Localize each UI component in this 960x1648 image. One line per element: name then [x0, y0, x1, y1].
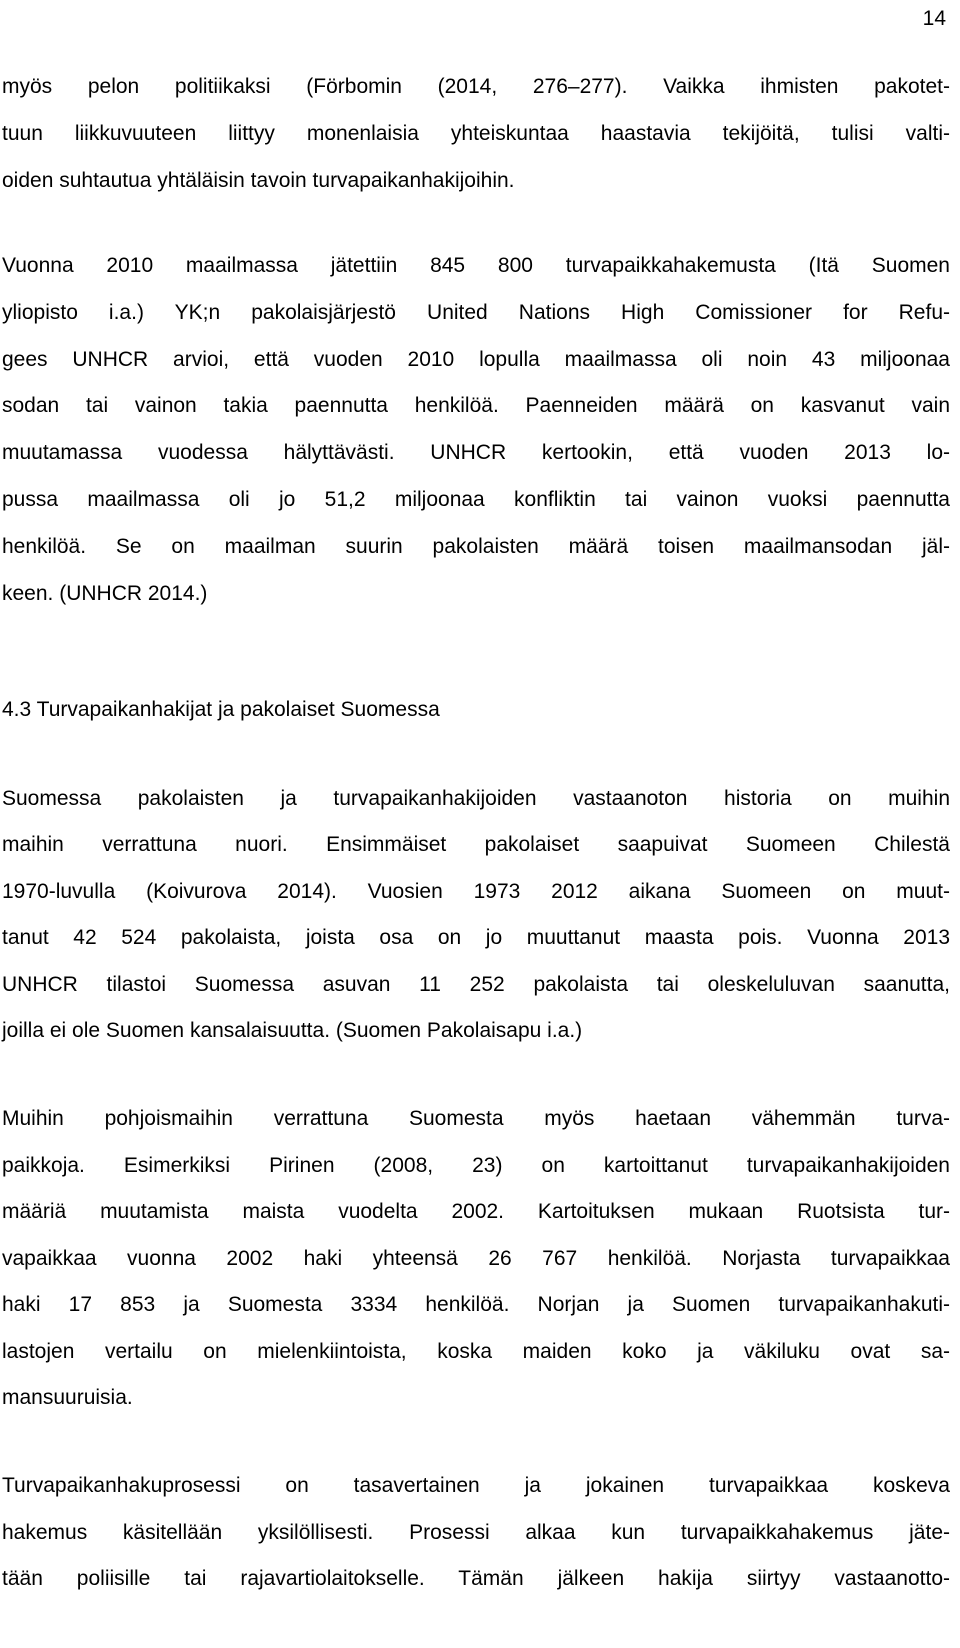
paragraph-3-line-1: Suomessa pakolaisten ja turvapaikanhakijoiden vastaanoton historia on muihin	[2, 787, 950, 810]
paragraph-2-line-7: henkilöä. Se on maailman suurin pakolaisten määrä toisen maailmansodan jäl-	[2, 535, 950, 558]
paragraph-4-line-4: vapaikkaa vuonna 2002 haki yhteensä 26 767 henkilöä. Norjasta turvapaikkaa	[2, 1247, 950, 1270]
paragraph-3-line-3: 1970-luvulla (Koivurova 2014). Vuosien 1973 2012 aikana Suomeen on muut-	[2, 880, 950, 903]
paragraph-5-line-1: Turvapaikanhakuprosessi on tasavertainen ja jokainen turvapaikkaa koskeva	[2, 1474, 950, 1497]
paragraph-2-line-6: pussa maailmassa oli jo 51,2 miljoonaa konfliktin tai vainon vuoksi paennutta	[2, 488, 950, 511]
paragraph-2-line-4: sodan tai vainon takia paennutta henkilöä. Paenneiden määrä on kasvanut vain	[2, 394, 950, 417]
paragraph-3-line-5: UNHCR tilastoi Suomessa asuvan 11 252 pakolaista tai oleskeluluvan saanutta,	[2, 973, 950, 996]
paragraph-2-line-3: gees UNHCR arvioi, että vuoden 2010 lopulla maailmassa oli noin 43 miljoonaa	[2, 348, 950, 371]
section-heading: 4.3 Turvapaikanhakijat ja pakolaiset Suomessa	[2, 698, 440, 721]
paragraph-3-line-2: maihin verrattuna nuori. Ensimmäiset pakolaiset saapuivat Suomeen Chilestä	[2, 833, 950, 856]
paragraph-2-line-1: Vuonna 2010 maailmassa jätettiin 845 800 turvapaikkahakemusta (Itä Suomen	[2, 254, 950, 277]
paragraph-5-line-3: tään poliisille tai rajavartiolaitokselle. Tämän jälkeen hakija siirtyy vastaanotto-	[2, 1567, 950, 1590]
paragraph-1-line-3: oiden suhtautua yhtäläisin tavoin turvapaikanhakijoihin.	[2, 169, 515, 192]
paragraph-5-line-2: hakemus käsitellään yksilöllisesti. Prosessi alkaa kun turvapaikkahakemus jäte-	[2, 1521, 950, 1544]
paragraph-1-line-1: myös pelon politiikaksi (Förbomin (2014, 276–277). Vaikka ihmisten pakotet-	[2, 75, 950, 98]
paragraph-4-line-1: Muihin pohjoismaihin verrattuna Suomesta myös haetaan vähemmän turva-	[2, 1107, 950, 1130]
paragraph-4-line-2: paikkoja. Esimerkiksi Pirinen (2008, 23) on kartoittanut turvapaikanhakijoiden	[2, 1154, 950, 1177]
paragraph-3-line-4: tanut 42 524 pakolaista, joista osa on jo muuttanut maasta pois. Vuonna 2013	[2, 926, 950, 949]
paragraph-2-line-5: muutamassa vuodessa hälyttävästi. UNHCR kertookin, että vuoden 2013 lo-	[2, 441, 950, 464]
paragraph-2-line-2: yliopisto i.a.) YK;n pakolaisjärjestö United Nations High Comissioner for Refu-	[2, 301, 950, 324]
paragraph-2-line-8: keen. (UNHCR 2014.)	[2, 582, 208, 605]
paragraph-1-line-2: tuun liikkuvuuteen liittyy monenlaisia yhteiskuntaa haastavia tekijöitä, tulisi valti-	[2, 122, 950, 145]
paragraph-4-line-7: mansuuruisia.	[2, 1386, 133, 1409]
paragraph-4-line-5: haki 17 853 ja Suomesta 3334 henkilöä. Norjan ja Suomen turvapaikanhakuti-	[2, 1293, 950, 1316]
paragraph-4-line-6: lastojen vertailu on mielenkiintoista, koska maiden koko ja väkiluku ovat sa-	[2, 1340, 950, 1363]
paragraph-3-line-6: joilla ei ole Suomen kansalaisuutta. (Suomen Pakolaisapu i.a.)	[2, 1019, 583, 1042]
page-number: 14	[922, 7, 946, 30]
paragraph-4-line-3: määriä muutamista maista vuodelta 2002. Kartoituksen mukaan Ruotsista tur-	[2, 1200, 950, 1223]
